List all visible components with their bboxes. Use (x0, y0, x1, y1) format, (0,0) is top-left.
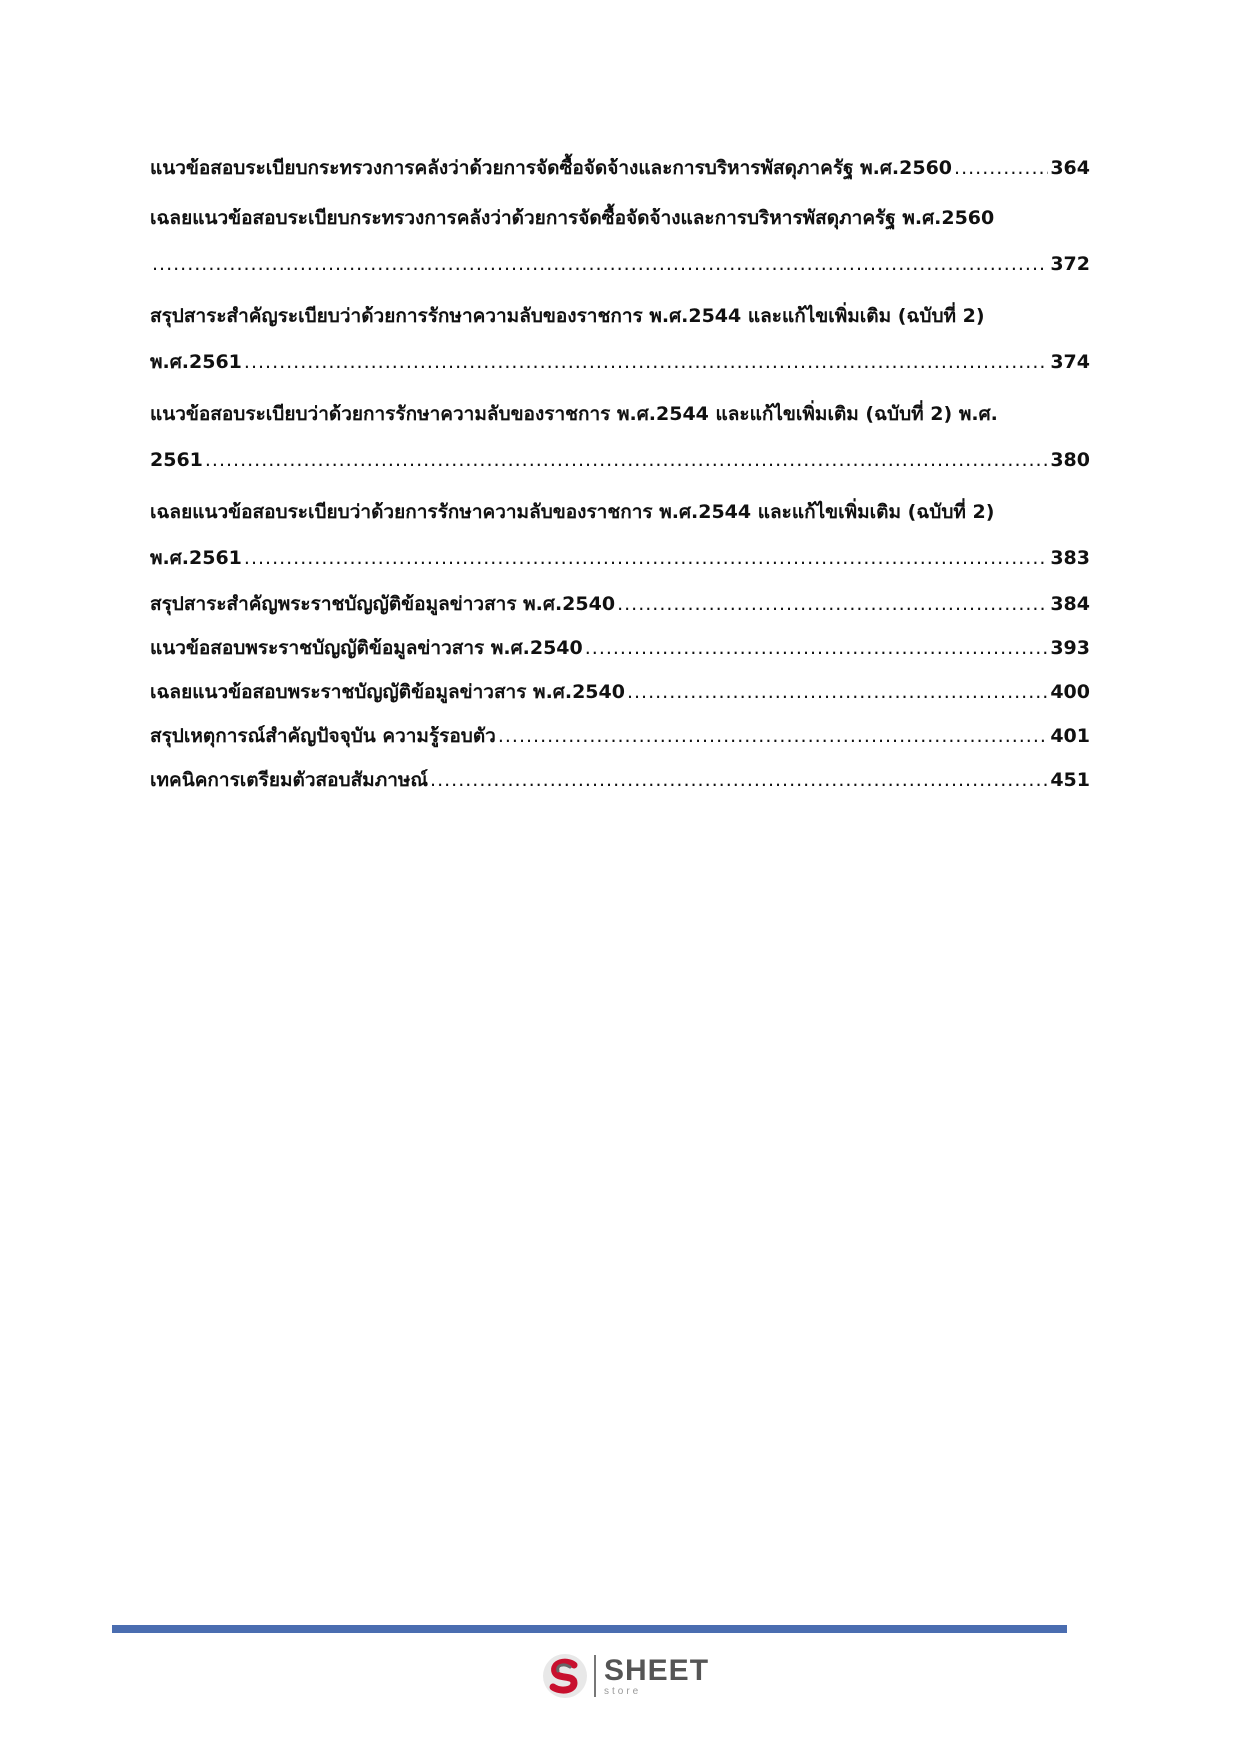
toc-entry-title: แนวข้อสอบระเบียบกระทรวงการคลังว่าด้วยการจัดซื้อจัดจ้างและการบริหารพัสดุภาครัฐ พ.ศ.2560 (150, 157, 953, 179)
table-of-contents (150, 153, 1090, 795)
toc-entry-title: สรุปเหตุการณ์สำคัญปัจจุบัน ความรู้รอบตัว (150, 725, 496, 747)
toc-entry-title-line: แนวข้อสอบระเบียบว่าด้วยการรักษาความลับของราชการ พ.ศ.2544 และแก้ไขเพิ่มเติม (ฉบับที่ 2) พ.ศ. (150, 403, 998, 425)
toc-entry-title: สรุปสาระสำคัญพระราชบัญญัติข้อมูลข่าวสาร พ.ศ.2540 (150, 593, 616, 615)
toc-dot-leader (244, 543, 1048, 573)
toc-entry-title-line: เฉลยแนวข้อสอบระเบียบกระทรวงการคลังว่าด้วยการจัดซื้อจัดจ้างและการบริหารพัสดุภาครัฐ พ.ศ.2560 (150, 207, 995, 229)
toc-entry[interactable] (150, 721, 1090, 751)
toc-entry[interactable] (150, 399, 1090, 475)
toc-page-number: 384 (1050, 593, 1090, 615)
toc-page-number: 400 (1050, 681, 1090, 703)
sheet-store-logo-icon (540, 1651, 590, 1701)
toc-entry[interactable] (150, 765, 1090, 795)
toc-dot-leader (954, 153, 1048, 183)
toc-dot-leader (244, 347, 1048, 377)
sheet-store-logo (540, 1651, 709, 1701)
toc-page-number: 451 (1050, 769, 1090, 791)
toc-page-number: 383 (1050, 547, 1090, 569)
toc-entry[interactable] (150, 497, 1090, 573)
toc-entry-title: พ.ศ.2561 (150, 351, 242, 373)
footer-divider (112, 1625, 1067, 1633)
toc-dot-leader (498, 721, 1048, 751)
toc-entry-title: แนวข้อสอบพระราชบัญญัติข้อมูลข่าวสาร พ.ศ.2540 (150, 637, 583, 659)
toc-page-number: 364 (1050, 157, 1090, 179)
toc-entry-title: เทคนิคการเตรียมตัวสอบสัมภาษณ์ (150, 769, 429, 791)
toc-dot-leader (627, 677, 1048, 707)
toc-dot-leader (152, 249, 1048, 279)
logo-wordmark: SHEET (604, 1653, 710, 1687)
toc-entry-title-line: สรุปสาระสำคัญระเบียบว่าด้วยการรักษาความลับของราชการ พ.ศ.2544 และแก้ไขเพิ่มเติม (ฉบับที่ 2) (150, 305, 985, 327)
toc-page-number: 372 (1050, 253, 1090, 275)
toc-entry[interactable] (150, 301, 1090, 377)
toc-page-number: 393 (1050, 637, 1090, 659)
toc-entry[interactable] (150, 153, 1090, 183)
logo-subtitle: store (604, 1685, 642, 1697)
toc-page-number: 374 (1050, 351, 1090, 373)
toc-entry[interactable] (150, 203, 1090, 279)
toc-entry-title: เฉลยแนวข้อสอบพระราชบัญญัติข้อมูลข่าวสาร พ.ศ.2540 (150, 681, 625, 703)
toc-entry[interactable] (150, 677, 1090, 707)
toc-entry[interactable] (150, 589, 1090, 619)
toc-entry-title: 2561 (150, 449, 203, 471)
toc-page-number: 401 (1050, 725, 1090, 747)
toc-page-number: 380 (1050, 449, 1090, 471)
toc-entry-title: พ.ศ.2561 (150, 547, 242, 569)
toc-entry-title-line: เฉลยแนวข้อสอบระเบียบว่าด้วยการรักษาความลับของราชการ พ.ศ.2544 และแก้ไขเพิ่มเติม (ฉบับที่ 2) (150, 501, 995, 523)
toc-dot-leader (617, 589, 1048, 619)
toc-entry[interactable] (150, 633, 1090, 663)
logo-separator (594, 1655, 596, 1697)
toc-dot-leader (430, 765, 1048, 795)
toc-dot-leader (205, 445, 1048, 475)
toc-dot-leader (585, 633, 1049, 663)
